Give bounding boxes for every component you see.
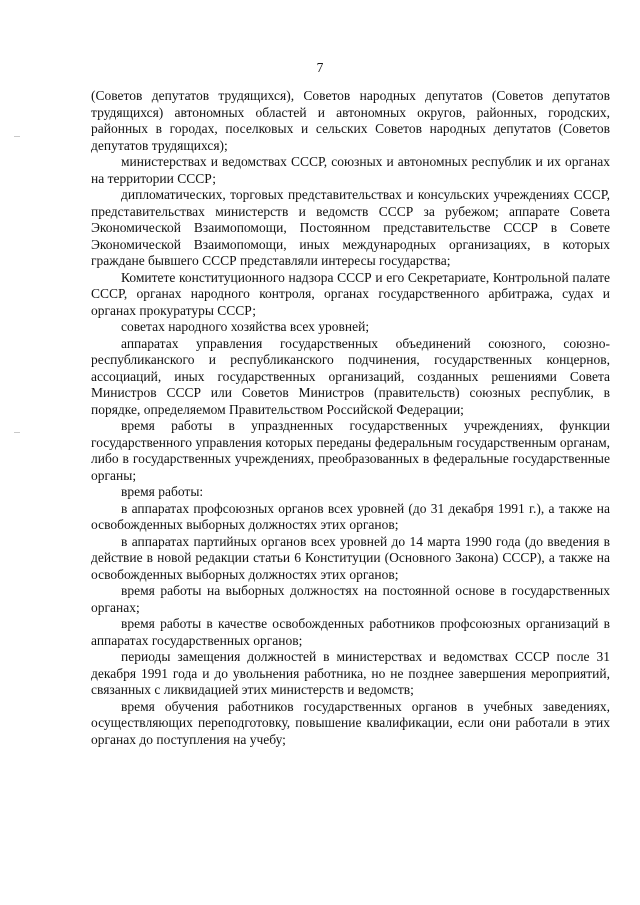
paragraph: советах народного хозяйства всех уровней; (121, 319, 370, 334)
paragraph: время обучения работников государственных органов в учебных заведениях, осуществляющих переподготовку, повышение квалификации, если они работали в этих органах до поступления на учебу; (91, 698, 610, 747)
scan-margin-mark (14, 136, 20, 137)
paragraph: (Советов депутатов трудящихся), Советов народных депутатов (Советов депутатов трудящихся) автономных областей и автономных округов, районных, городских, районных в городах, поселковых и сельских Советов народных депутатов (Советов депутатов трудящихся); (91, 88, 610, 153)
paragraph: аппаратах управления государственных объединений союзного, союзно-республиканского и республиканского подчинения, государственных концернов, ассоциаций, иных государственных организаций, созданных решениями Совета Министров СССР или Советов Министров (правительств) союзных республик, в порядке, определяемом Правительством Российской Федерации; (91, 335, 610, 417)
paragraph: дипломатических, торговых представительствах и консульских учреждениях СССР, представительствах министерств и ведомств СССР за рубежом; аппарате Совета Экономической Взаимопомощи, Постоянном представительстве СССР в Совете Экономической Взаимопомощи, иных международных организациях, в которых граждане бывшего СССР представляли интересы государства; (91, 187, 610, 268)
paragraph: в аппаратах партийных органов всех уровней до 14 марта 1990 года (до введения в действие в новой редакции статьи 6 Конституции (Основного Закона) СССР), а также на освобожденных выборных должностях этих органов; (91, 533, 610, 582)
paragraph: время работы на выборных должностях на постоянной основе в государственных органах; (91, 583, 610, 615)
paragraph: время работы: (121, 484, 204, 499)
paragraph: в аппаратах профсоюзных органов всех уровней (до 31 декабря 1991 г.), а также на освобожденных выборных должностях этих органов; (91, 500, 610, 532)
scan-margin-mark (14, 432, 20, 433)
paragraph: время работы в качестве освобожденных работников профсоюзных организаций в аппаратах государственных органов; (91, 616, 610, 648)
paragraph: время работы в упраздненных государственных учреждениях, функции государственного управления которых переданы федеральным государственным органам, либо в государственных учреждениях, преобразованных в федеральные государственные органы; (91, 418, 610, 483)
body-text (91, 88, 610, 748)
paragraph: министерствах и ведомствах СССР, союзных и автономных республик и их органах на территории СССР; (91, 154, 610, 186)
paragraph: Комитете конституционного надзора СССР и его Секретариате, Контрольной палате СССР, органах народного контроля, органах государственного арбитража, судах и органах прокуратуры СССР; (91, 269, 610, 318)
page-number: 7 (316, 60, 324, 75)
paragraph: периоды замещения должностей в министерствах и ведомствах СССР после 31 декабря 1991 года и до увольнения работника, но не позднее завершения мероприятий, связанных с ликвидацией этих министерств и ведомств; (91, 649, 610, 697)
